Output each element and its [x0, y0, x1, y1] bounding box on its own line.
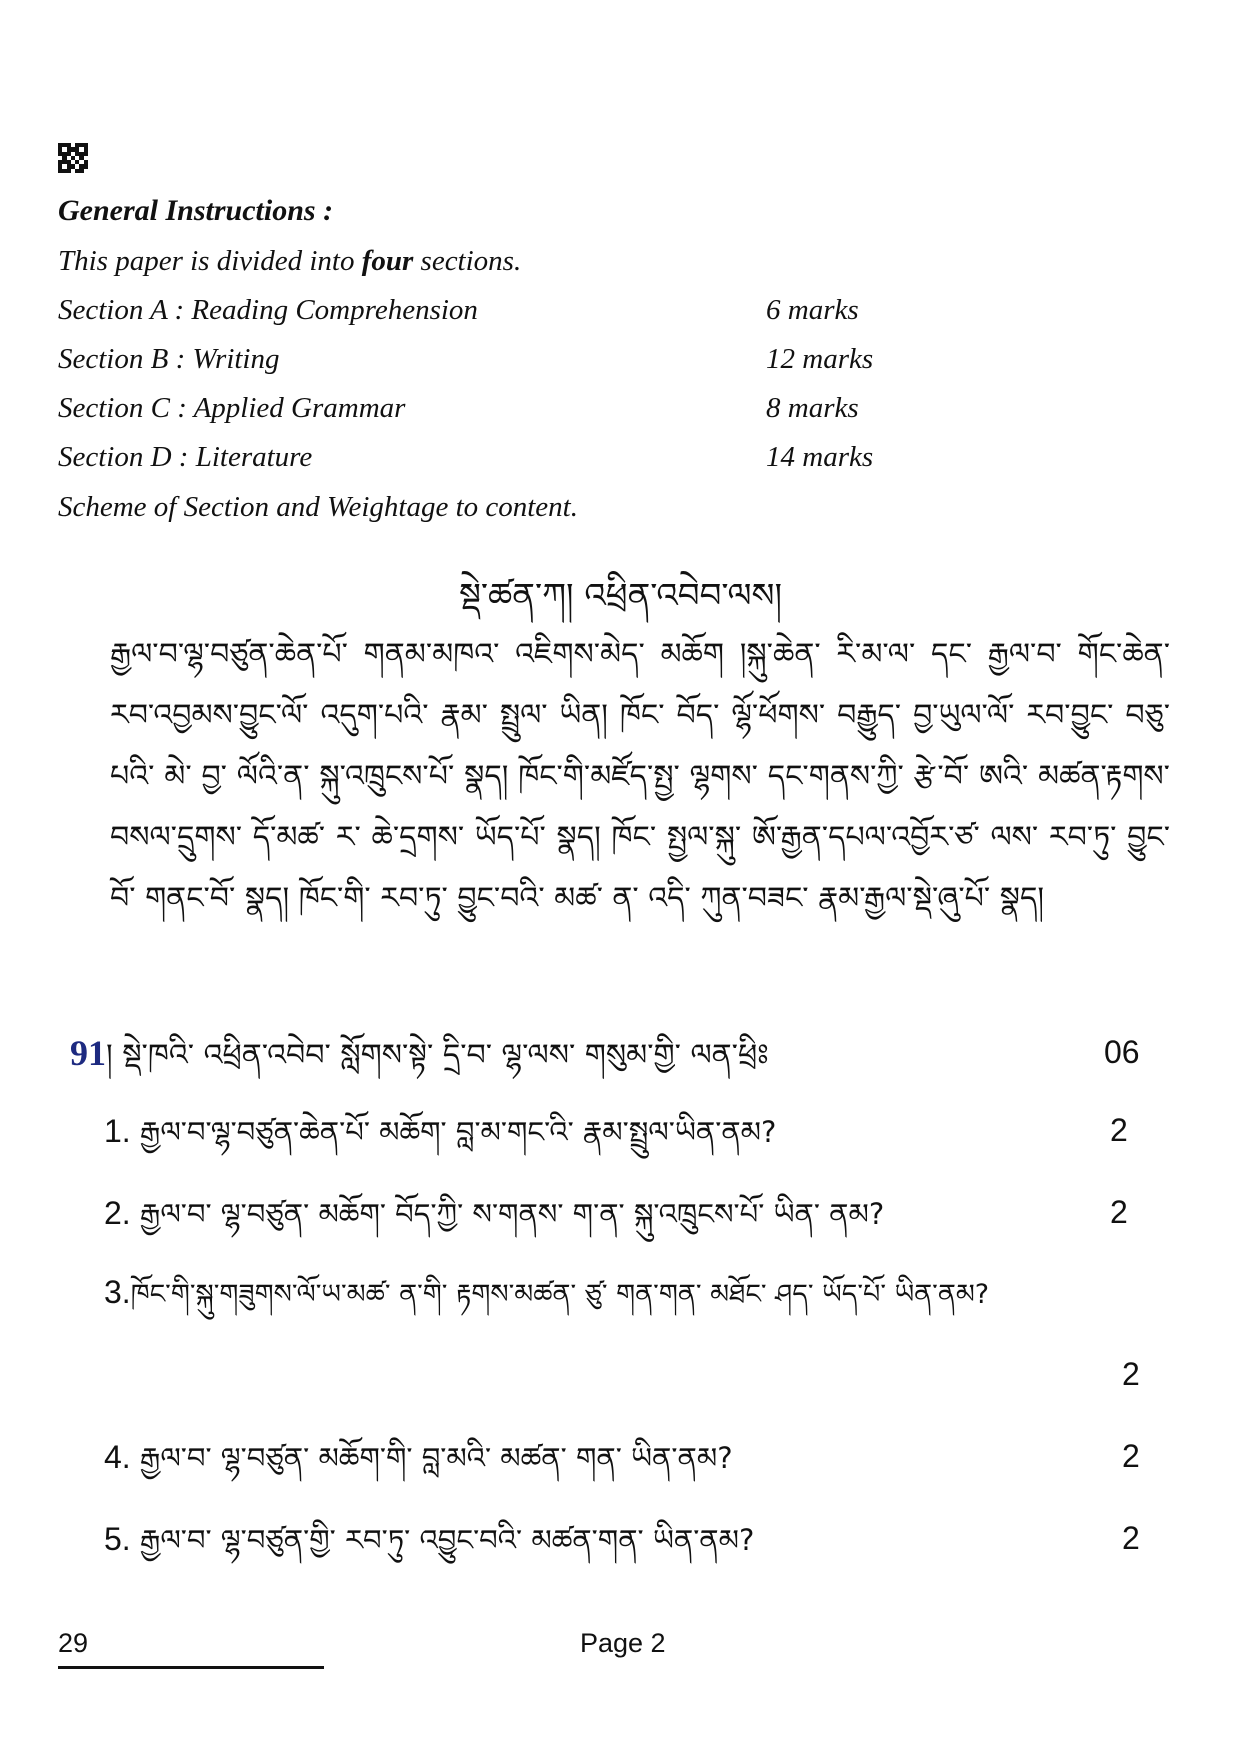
instructions-intro — [58, 245, 521, 278]
sub-question-marks: 2 — [1122, 1356, 1140, 1392]
general-instructions-heading: General Instructions : — [58, 194, 334, 227]
footer-divider — [58, 1666, 324, 1669]
sub-question-text: རྒྱལ་བ་ ལྷ་བཙུན་གྱི་ རབ་ཏུ་ འབྱུང་བའི་ མཚན་གན་ ཡིན་ནམ? — [139, 1523, 755, 1557]
section-label: Section C : Applied Grammar — [58, 392, 406, 424]
sub-question — [104, 1182, 884, 1264]
sub-question-number: 1. — [104, 1113, 131, 1149]
section-label: Section B : Writing — [58, 343, 280, 375]
sub-question-number: 5. — [104, 1521, 131, 1557]
sub-question-marks: 2 — [1110, 1194, 1128, 1230]
question-marks: 06 — [1104, 1034, 1140, 1070]
section-marks: 8 marks — [766, 392, 859, 424]
intro-text: This paper is divided into — [58, 245, 362, 277]
sub-question — [104, 1426, 733, 1508]
scheme-note: Scheme of Section and Weightage to content. — [58, 491, 578, 523]
question-prompt-text: ། སྡེ་ཁའི་ འཕྲིན་འབེབ་ སློགས་སྟེ་ དྲི་བ་ ལྷ་ལས་ གསུམ་གྱི་ ལན་ཕྲིཿ — [106, 1038, 769, 1073]
sub-question — [104, 1264, 989, 1340]
question-number: 91 — [70, 1033, 106, 1073]
intro-text-end: sections. — [413, 245, 522, 277]
sub-question-number: 3. — [104, 1274, 131, 1310]
sub-question — [104, 1508, 754, 1590]
section-label: Section A : Reading Comprehension — [58, 294, 478, 326]
sub-question — [104, 1100, 776, 1182]
sub-question-text: རྒྱལ་བ་ ལྷ་བཙུན་ མཆོག་གི་ བླ་མའི་ མཚན་ གན་ ཡིན་ནམ? — [139, 1441, 733, 1475]
sub-question-text: རྒྱལ་བ་ལྷ་བཙུན་ཆེན་པོ་ མཆོག་ བླ་མ་གང་འི་ རྣམ་སྤྲུལ་ཡིན་ནམ? — [139, 1115, 777, 1149]
section-marks: 6 marks — [766, 294, 859, 326]
sub-question-text: རྒྱལ་བ་ ལྷ་བཙུན་ མཆོག་ བོད་ཀྱི་ ས་གནས་ ག་ན་ སྐུ་འཁྲུངས་པོ་ ཡིན་ ནམ? — [139, 1197, 885, 1231]
sub-question-marks: 2 — [1110, 1112, 1128, 1148]
page-number: Page 2 — [580, 1628, 666, 1658]
section-label: Section D : Literature — [58, 441, 313, 473]
sub-question-text: ཁོང་གི་སྐུ་གཟུགས་ལོ་ཡ་མཚ་ ན་གི་ རྟགས་མཚན་ ཙུ་ གན་གན་ མཐོང་ ཤད་ ཡོད་པོ་ ཡིན་ནམ? — [130, 1279, 990, 1310]
sub-question-number: 2. — [104, 1195, 131, 1231]
section-marks: 14 marks — [766, 441, 874, 473]
intro-bold: four — [361, 245, 414, 277]
qr-code-icon — [58, 143, 88, 173]
sub-question-marks: 2 — [1122, 1438, 1140, 1474]
question-prompt — [70, 1022, 769, 1106]
section-a-title: སྡེ་ཚན་ཀ། འཕྲིན་འབེབ་ལས། — [458, 576, 783, 616]
sub-question-number: 4. — [104, 1439, 131, 1475]
paper-code: 29 — [58, 1628, 89, 1658]
sub-question-marks: 2 — [1122, 1520, 1140, 1556]
section-marks: 12 marks — [766, 343, 874, 375]
reading-passage: རྒྱལ་བ་ལྷ་བཙུན་ཆེན་པོ་ གནམ་མཁའ་ འཇིགས་མེད་ མཆོག །སྐུ་ཆེན་ རི་མ་ལ་ དང་ རྒྱལ་བ་ གོང་ཆེན་ རབ་འབྱམས་བྱུང་ལོ་ འདུག་པའི་ རྣམ་ སྤྲུལ་ ཡིན། ཁོང་ བོད་ ལྷོ་ཕོགས་ བརྒྱུད་ བྱ་ཡུལ་ལོ་ རབ་བྱུང་ བཅུ་པའི་ མེ་ བྱ་ ལོའི་ན་ སྐུ་འཁྲུངས་པོ་ སྣད། ཁོང་གི་མཛོད་སྤྱ་ ལྷགས་ དང་གནས་ཀྱི་ རྩེ་བོ་ ཨའི་ མཚན་རྟགས་ བསལ་དྲུགས་ དོ་མཚ་ ར་ ཆེ་དྲགས་ ཡོད་པོ་ སྣད། ཁོང་ སྤྱལ་སྐུ་ ཨོ་རྒྱན་དཔལ་འབྱོར་ཙ་ ལས་ རབ་ཏུ་ བྱུང་བོ་ གནང་བོ་ སྣད། ཁོང་གི་ རབ་ཏུ་ བྱུང་བའི་ མཚ་ ན་ འདི་ ཀུན་བཟང་ རྣམ་རྒྱལ་སྡེ་ཞུ་པོ་ སྣད། — [110, 637, 1170, 916]
